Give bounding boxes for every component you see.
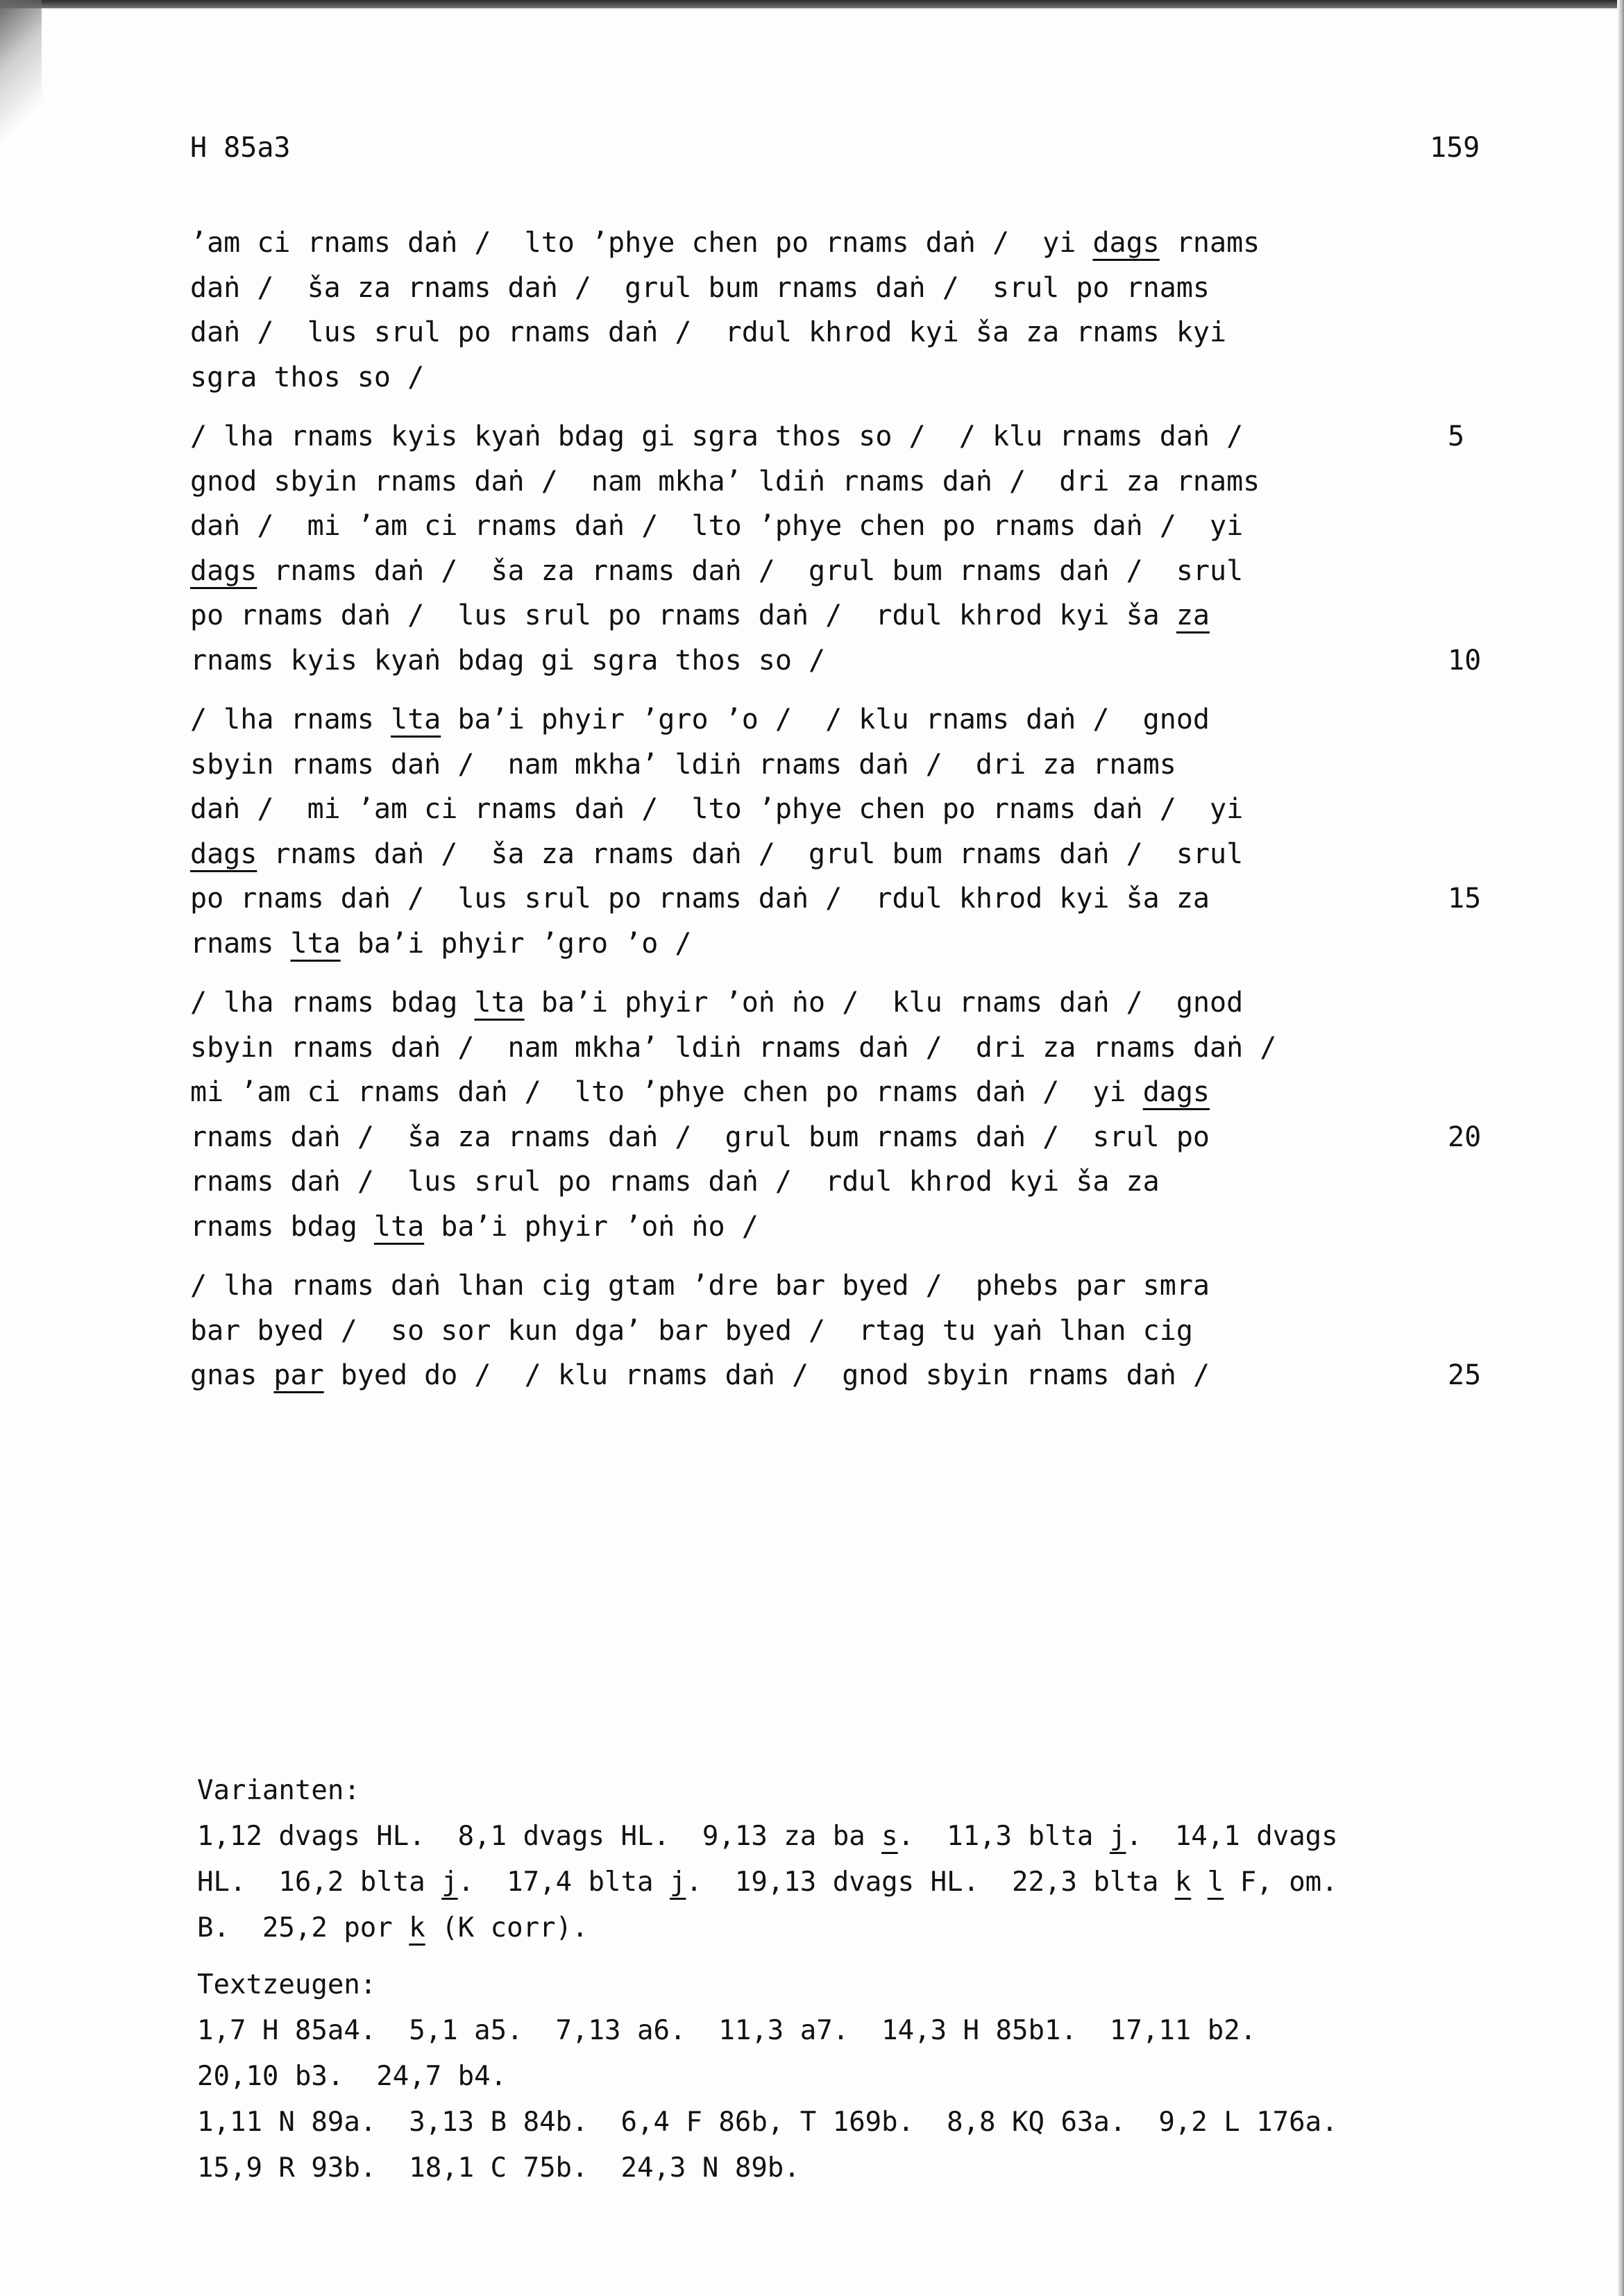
text-line [190,1115,1550,1160]
text-line [190,697,1550,742]
line-number: 15 [1448,883,1482,915]
underlined-word: dags [190,837,257,870]
underlined-word: l [1207,1866,1224,1898]
text-segment: byed do / / klu rnams daṅ / gnod sbyin rnams daṅ / [323,1359,1210,1391]
text-segment: gnas [190,1359,274,1391]
text-segment: / lha rnams bdag [190,987,475,1019]
text-segment: 15,9 R 93b. 18,1 C 75b. 24,3 N 89b. [197,2152,800,2184]
line-number: 10 [1448,644,1482,677]
text-segment: daṅ / lus srul po rnams daṅ / rdul khrod kyi ša za rnams kyi [190,316,1227,348]
text-line [190,787,1550,832]
text-segment: rnams [1159,227,1260,259]
page-number: 159 [1430,132,1480,164]
underlined-word: lta [474,987,525,1019]
text-line [190,355,1550,400]
scan-top-border [0,0,1624,8]
apparatus-line [197,1905,1557,1951]
apparatus-line [197,2008,1557,2054]
edited-text [190,221,1550,1413]
text-segment: ba’i phyir ’oṅ ṅo / klu rnams daṅ / gnod [524,987,1244,1019]
text-segment: rnams daṅ / ša za rnams daṅ / grul bum rnams daṅ / srul po [190,1121,1210,1153]
text-line [190,1309,1550,1354]
apparatus-line [197,1860,1557,1905]
underlined-word: j [441,1866,458,1898]
text-segment: 1,7 H 85a4. 5,1 a5. 7,13 a6. 11,3 a7. 14,3 H 85b1. 17,11 b2. [197,2015,1257,2046]
text-segment: . 11,3 blta [897,1821,1110,1852]
text-segment: . 14,1 dvags [1126,1821,1338,1852]
text-segment: 1,12 dvags HL. 8,1 dvags HL. 9,13 za ba [197,1821,882,1852]
underlined-word: dags [190,554,257,587]
underlined-word: j [669,1866,686,1898]
text-segment: ba’i phyir ’gro ’o / [340,927,692,960]
underlined-word: lta [290,927,341,960]
text-segment: rnams daṅ / ša za rnams daṅ / grul bum rnams daṅ / srul [257,837,1244,870]
underlined-word: lta [373,1210,425,1243]
text-segment: . 19,13 dvags HL. 22,3 blta [686,1866,1175,1898]
text-segment: daṅ / mi ’am ci rnams daṅ / lto ’phye chen po rnams daṅ / yi [190,793,1244,825]
text-line [190,980,1550,1026]
text-line [190,504,1550,549]
text-line [190,742,1550,788]
underlined-word: lta [390,704,441,735]
text-paragraph [190,221,1550,400]
text-segment: HL. 16,2 blta [197,1866,442,1898]
text-line [190,638,1550,683]
text-line [190,310,1550,355]
textzeugen-list [197,2008,1557,2191]
text-segment: daṅ / mi ’am ci rnams daṅ / lto ’phye chen po rnams daṅ / yi [190,510,1244,542]
text-line [190,414,1550,459]
underlined-word: k [1174,1866,1192,1898]
text-segment: po rnams daṅ / lus srul po rnams daṅ / rdul khrod kyi ša [190,599,1176,631]
apparatus-line [197,2100,1557,2145]
text-segment: sbyin rnams daṅ / nam mkha’ ldiṅ rnams daṅ / dri za rnams [190,748,1176,781]
text-segment: 1,11 N 89a. 3,13 B 84b. 6,4 F 86b, T 169b. 8,8 KQ 63a. 9,2 L 176a. [197,2107,1338,2138]
text-segment: F, om. [1224,1866,1338,1898]
text-segment: rnams daṅ / lus srul po rnams daṅ / rdul khrod kyi ša za [190,1166,1160,1198]
text-line [190,876,1550,921]
underlined-word: k [409,1912,425,1944]
text-segment [1191,1866,1207,1898]
text-segment: sbyin rnams daṅ / nam mkha’ ldiṅ rnams daṅ / dri za rnams daṅ / [190,1031,1277,1064]
text-line [190,266,1550,311]
text-line [190,1205,1550,1250]
text-segment: mi ’am ci rnams daṅ / lto ’phye chen po rnams daṅ / yi [190,1076,1143,1108]
text-paragraph [190,1264,1550,1398]
textzeugen-heading: Textzeugen: [197,1969,377,2000]
text-line [190,1353,1550,1398]
text-line [190,1159,1550,1205]
underlined-word: s [881,1821,898,1852]
text-segment: po rnams daṅ / lus srul po rnams daṅ / rdul khrod kyi ša za [190,883,1210,915]
text-segment: ’am ci rnams daṅ / lto ’phye chen po rnams daṅ / yi [190,227,1093,259]
underlined-word: j [1109,1821,1126,1852]
underlined-word: za [1176,599,1210,631]
text-line [190,1264,1550,1309]
varianten-list [197,1814,1557,1951]
text-segment: rnams bdag [190,1210,374,1243]
text-segment: B. 25,2 por [197,1912,409,1944]
underlined-word: dags [1092,227,1160,259]
text-line [190,1070,1550,1115]
line-number: 25 [1448,1359,1482,1391]
apparatus-line [197,1814,1557,1860]
text-line [190,593,1550,638]
line-number: 20 [1448,1121,1482,1153]
text-segment: ba’i phyir ’gro ’o / / klu rnams daṅ / gnod [441,704,1210,735]
text-line [190,221,1550,266]
text-paragraph [190,980,1550,1249]
text-segment: daṅ / ša za rnams daṅ / grul bum rnams daṅ / srul po rnams [190,271,1210,304]
line-number: 5 [1448,420,1465,452]
scan-right-edge [1617,0,1624,2296]
apparatus-line [197,2054,1557,2100]
varianten-heading: Varianten: [197,1775,360,1806]
text-segment: / lha rnams [190,704,391,735]
text-segment: 20,10 b3. 24,7 b4. [197,2061,507,2092]
text-line [190,1026,1550,1071]
text-segment: rnams [190,927,291,960]
text-segment: gnod sbyin rnams daṅ / nam mkha’ ldiṅ rnams daṅ / dri za rnams [190,465,1260,498]
text-paragraph [190,697,1550,966]
text-segment: rnams kyis kyaṅ bdag gi sgra thos so / [190,644,826,677]
text-line [190,459,1550,504]
critical-apparatus [197,1768,1557,2202]
text-line [190,921,1550,967]
underlined-word: dags [1142,1076,1210,1108]
text-segment: . 17,4 blta [457,1866,670,1898]
underlined-word: par [273,1359,324,1391]
text-segment: bar byed / so sor kun dga’ bar byed / rtag tu yaṅ lhan cig [190,1314,1193,1347]
text-segment: / lha rnams daṅ lhan cig gtam ’dre bar byed / phebs par smra [190,1270,1210,1302]
text-segment: (K corr). [425,1912,589,1944]
text-segment: ba’i phyir ’oṅ ṅo / [424,1210,759,1243]
scan-corner-shadow [0,0,42,167]
text-paragraph [190,414,1550,683]
text-segment: sgra thos so / [190,361,425,393]
text-segment: rnams daṅ / ša za rnams daṅ / grul bum rnams daṅ / srul [257,554,1244,587]
text-segment: / lha rnams kyis kyaṅ bdag gi sgra thos so / / klu rnams daṅ / [190,420,1244,452]
apparatus-line [197,2145,1557,2191]
running-head-siglum: H 85a3 [190,132,291,164]
text-line [190,549,1550,594]
text-line [190,832,1550,877]
